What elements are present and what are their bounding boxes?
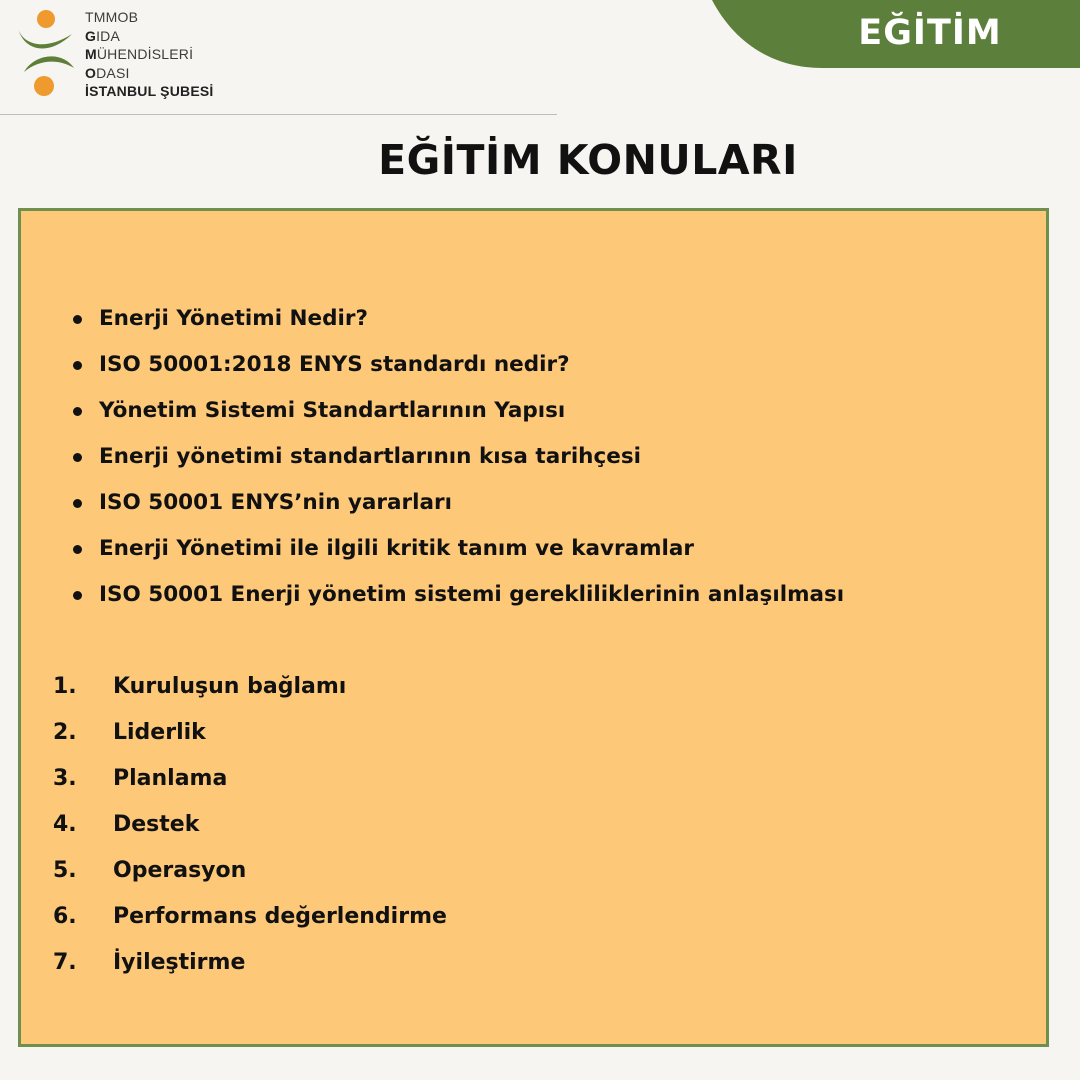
logo-line: TMMOB xyxy=(85,9,139,25)
logo-line: MÜHENDİSLERİ xyxy=(85,46,194,62)
numbered-item xyxy=(53,853,447,899)
logo-line: İSTANBUL ŞUBESİ xyxy=(85,83,214,99)
item-number: 2. xyxy=(53,720,77,745)
requirements-numbered-list xyxy=(53,669,447,991)
item-number: 3. xyxy=(53,766,77,791)
item-text: Kuruluşun bağlamı xyxy=(113,674,347,699)
bullet-item: ISO 50001 ENYS’nin yararları xyxy=(73,485,844,531)
topic-bullet-list xyxy=(73,301,844,623)
bullet-item: Yönetim Sistemi Standartlarının Yapısı xyxy=(73,393,844,439)
bullet-item: Enerji yönetimi standartlarının kısa tarihçesi xyxy=(73,439,844,485)
item-text: Operasyon xyxy=(113,858,247,883)
numbered-item xyxy=(53,945,447,991)
numbered-item xyxy=(53,669,447,715)
bullet-item: Enerji Yönetimi ile ilgili kritik tanım ve kavramlar xyxy=(73,531,844,577)
numbered-item xyxy=(53,715,447,761)
item-number: 5. xyxy=(53,858,77,883)
page-title: EĞİTİM KONULARI xyxy=(378,136,798,184)
item-number: 4. xyxy=(53,812,77,837)
item-number: 6. xyxy=(53,904,77,929)
item-text: Performans değerlendirme xyxy=(113,904,447,929)
item-number: 1. xyxy=(53,674,77,699)
item-number: 7. xyxy=(53,950,77,975)
bullet-item: Enerji Yönetimi Nedir? xyxy=(73,301,844,347)
logo-icon xyxy=(14,8,84,100)
logo-line: ODASI xyxy=(85,64,130,81)
numbered-item xyxy=(53,761,447,807)
content-box xyxy=(18,208,1049,1047)
numbered-item xyxy=(53,807,447,853)
item-text: Destek xyxy=(113,812,200,837)
item-text: Liderlik xyxy=(113,720,206,745)
item-text: İyileştirme xyxy=(113,950,246,975)
item-text: Planlama xyxy=(113,766,228,791)
header-tab-label: EĞİTİM xyxy=(858,13,1002,53)
bullet-item: ISO 50001 Enerji yönetim sistemi gerekliliklerinin anlaşılması xyxy=(73,577,844,623)
logo-wordmark xyxy=(85,8,214,101)
numbered-item xyxy=(53,899,447,945)
header-divider xyxy=(0,114,557,115)
bullet-item: ISO 50001:2018 ENYS standardı nedir? xyxy=(73,347,844,393)
logo-line: GIDA xyxy=(85,27,121,44)
